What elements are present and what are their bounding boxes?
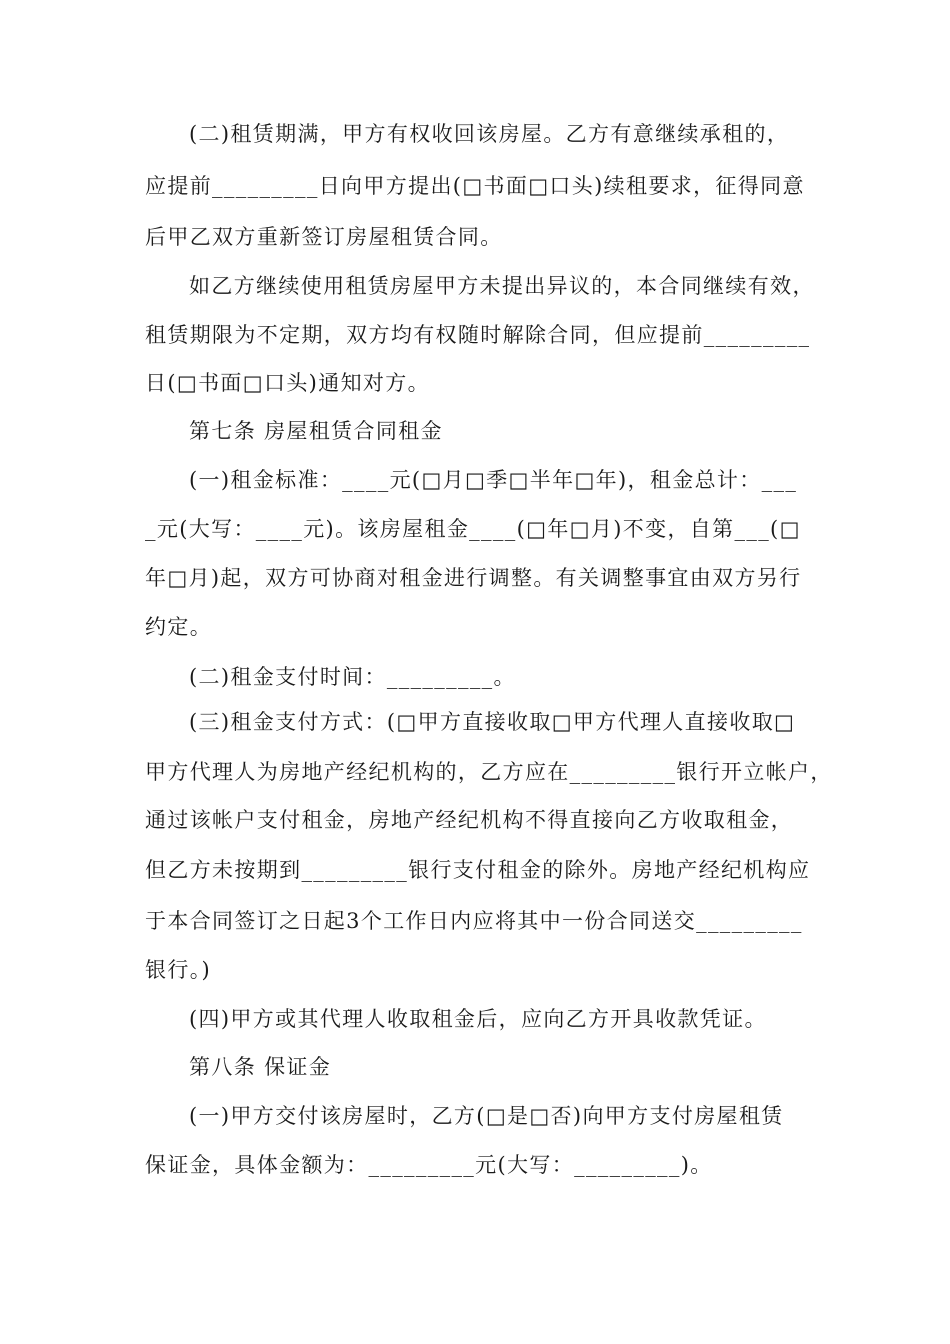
- paragraph-line: 如乙方继续使用租赁房屋甲方未提出异议的，本合同继续有效，: [189, 274, 815, 298]
- paragraph-line: 日(□书面□口头)通知对方。: [145, 371, 430, 395]
- section-heading: 第七条 房屋租赁合同租金: [189, 419, 443, 443]
- paragraph-line: (四)甲方或其代理人收取租金后，应向乙方开具收款凭证。: [189, 1007, 767, 1031]
- paragraph-line: (二)租金支付时间：_________。: [189, 665, 516, 689]
- paragraph-line: 后甲乙双方重新签订房屋租赁合同。: [145, 225, 503, 249]
- paragraph-line: 通过该帐户支付租金，房地产经纪机构不得直接向乙方收取租金，: [145, 808, 794, 832]
- section-heading: 第八条 保证金: [189, 1055, 332, 1079]
- paragraph-line: 甲方代理人为房地产经纪机构的，乙方应在_________银行开立帐户，: [145, 760, 833, 784]
- paragraph-line: 应提前_________日向甲方提出(□书面□口头)续租要求，征得同意: [145, 174, 805, 198]
- paragraph-line: (三)租金支付方式：(□甲方直接收取□甲方代理人直接收取□: [189, 710, 796, 734]
- paragraph-line: (一)租金标准：____元(□月□季□半年□年)，租金总计：___: [189, 468, 798, 492]
- paragraph-line: 约定。: [145, 615, 213, 639]
- paragraph-line: 租赁期限为不定期，双方均有权随时解除合同，但应提前_________: [145, 323, 811, 347]
- paragraph-line: (一)甲方交付该房屋时，乙方(□是□否)向甲方支付房屋租赁: [189, 1104, 784, 1128]
- paragraph-line: 保证金，具体金额为：_________元(大写：_________)。: [145, 1153, 713, 1177]
- paragraph-line: 但乙方未按期到_________银行支付租金的除外。房地产经纪机构应: [145, 858, 811, 882]
- paragraph-line: _元(大写：____元)。该房屋租金____(□年□月)不变，自第___(□: [145, 517, 801, 541]
- paragraph-line: 于本合同签订之日起3个工作日内应将其中一份合同送交_________: [145, 909, 803, 933]
- paragraph-line: (二)租赁期满，甲方有权收回该房屋。乙方有意继续承租的，: [189, 122, 790, 146]
- paragraph-line: 银行。): [145, 958, 212, 982]
- paragraph-line: 年□月)起，双方可协商对租金进行调整。有关调整事宜由双方另行: [145, 566, 802, 590]
